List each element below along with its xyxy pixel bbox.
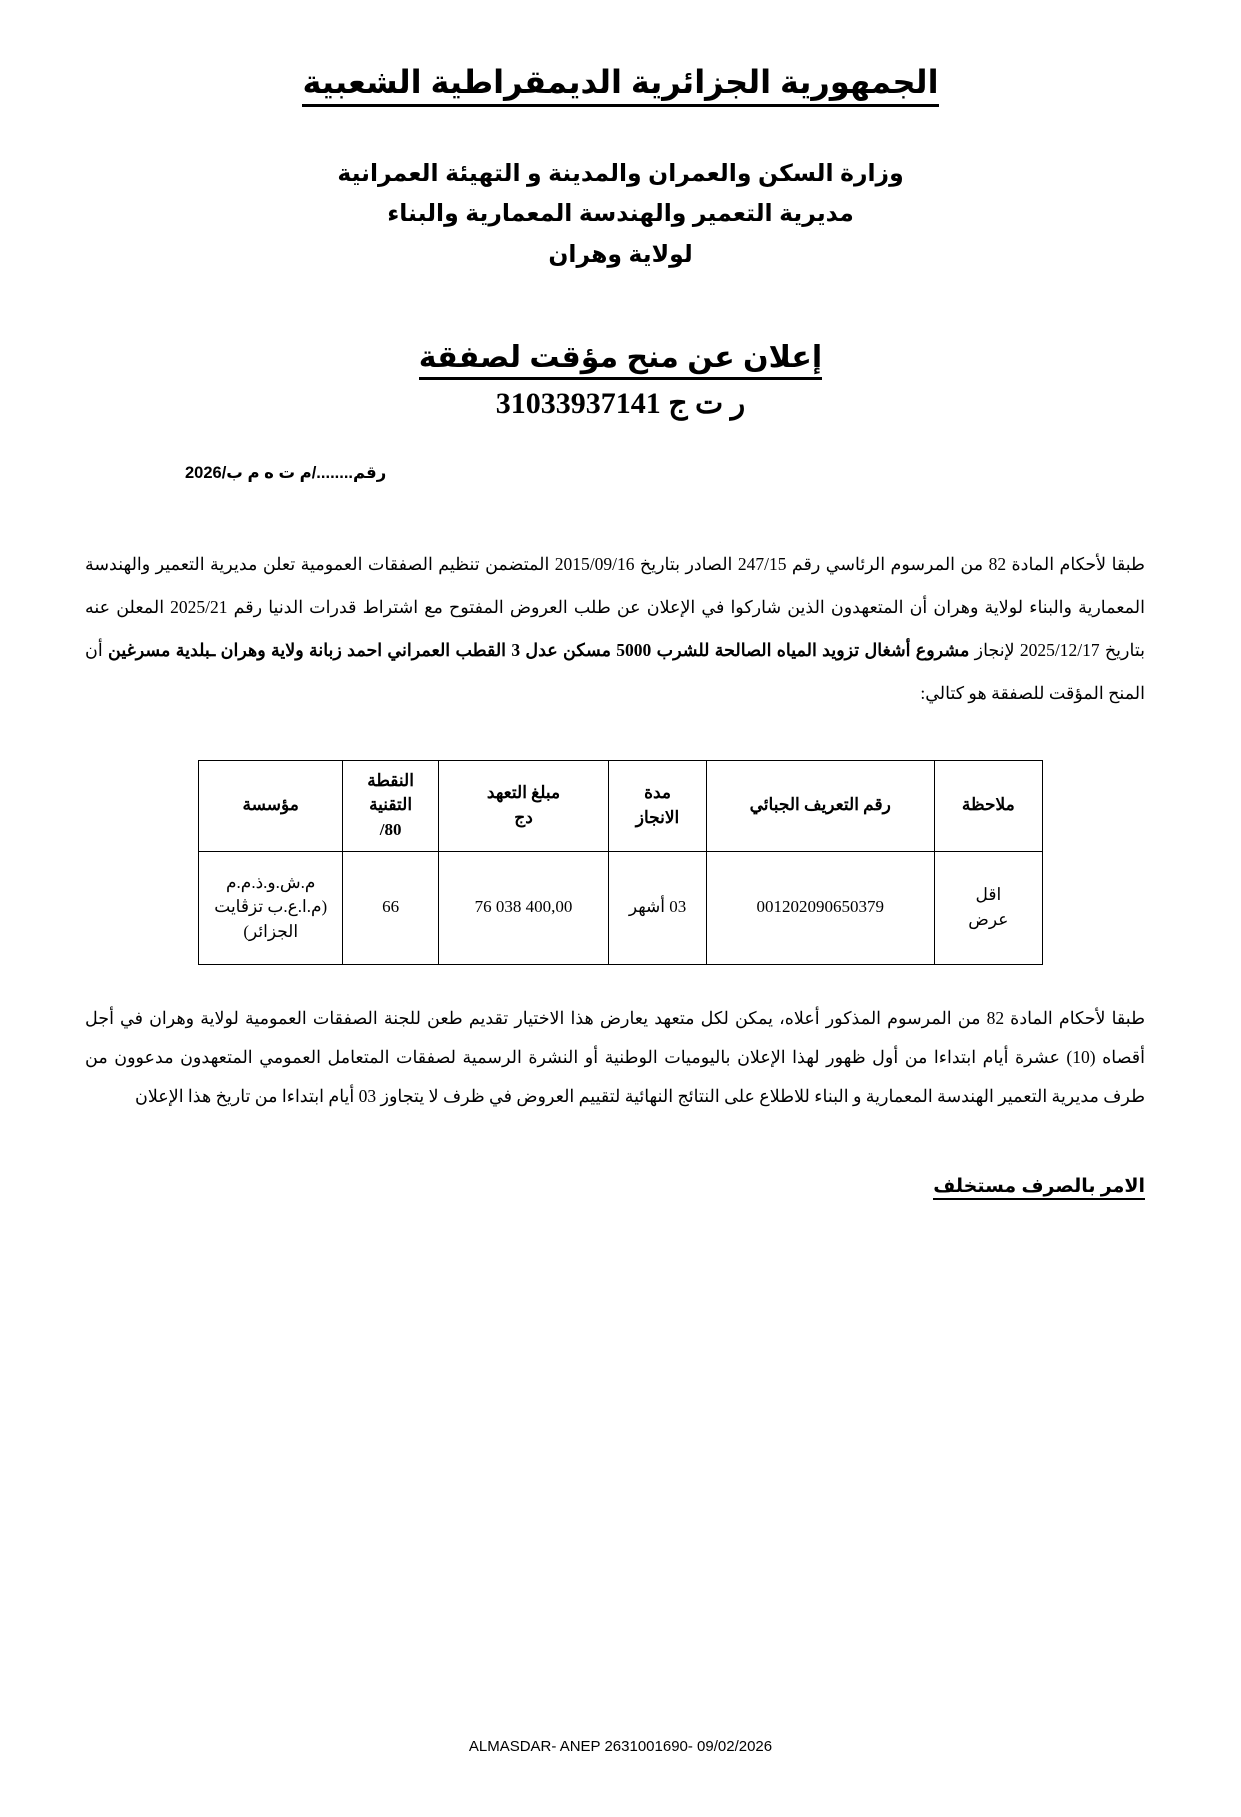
body-paragraph-1 xyxy=(85,543,1145,715)
body-paragraph-block xyxy=(0,543,1241,715)
cell-organization-line-1: م.ش.و.ذ.م.م xyxy=(226,872,316,892)
republic-title: الجمهورية الجزائرية الديمقراطية الشعبية xyxy=(302,62,938,107)
republic-header xyxy=(0,62,1241,107)
footer-text: ALMASDAR- ANEP 2631001690- 09/02/2026 xyxy=(468,1738,773,1755)
header-organization: مؤسسة xyxy=(199,760,343,851)
cell-note-line-1: اقل xyxy=(975,885,1002,905)
header-amount-line-2: دج xyxy=(514,807,533,827)
announcement-reference: ر ت ج 31033937141 xyxy=(495,387,746,421)
award-table xyxy=(198,760,1043,965)
cell-organization xyxy=(199,851,343,964)
document-page xyxy=(0,62,1241,1817)
cell-bid-amount xyxy=(438,851,609,964)
cell-fiscal-id-value: 001202090650379 xyxy=(756,897,884,917)
header-duration-line-2: الانجاز xyxy=(635,807,680,827)
header-fiscal-id: رقم التعريف الجبائي xyxy=(706,760,934,851)
signature-label: الامر بالصرف مستخلف xyxy=(933,1176,1145,1200)
footer xyxy=(0,1738,1241,1755)
announcement-header xyxy=(0,340,1241,421)
table-header-row xyxy=(199,760,1043,851)
cell-note-line-2: عرض xyxy=(968,909,1009,929)
document-number: رقم......../م ت ه م ب/2026 xyxy=(185,464,387,483)
paragraph-text-part-2: أن المنح المؤقت للصفقة هو كتالي: xyxy=(85,639,1145,703)
ministry-line-3: لولاية وهران xyxy=(548,240,693,267)
award-table-body xyxy=(199,851,1043,964)
cell-duration: 03 أشهر xyxy=(609,851,707,964)
award-table-wrap xyxy=(0,760,1241,965)
cell-bid-amount-value: 76 038 400,00 xyxy=(474,897,573,917)
cell-fiscal-id xyxy=(706,851,934,964)
header-score-line-2: التقنية xyxy=(369,795,413,815)
header-technical-score xyxy=(343,760,438,851)
header-duration-line-1: مدة xyxy=(644,783,671,803)
ministry-line-1: وزارة السكن والعمران والمدينة و التهيئة العمرانية xyxy=(337,160,904,186)
cell-organization-line-3: الجزائر) xyxy=(243,922,299,942)
award-table-head xyxy=(199,760,1043,851)
ministry-line-2: مديرية التعمير والهندسة المعمارية والبناء xyxy=(387,200,854,227)
ministry-header xyxy=(0,153,1241,274)
header-duration xyxy=(609,760,707,851)
cell-note xyxy=(934,851,1042,964)
table-row xyxy=(199,851,1043,964)
header-note: ملاحظة xyxy=(934,760,1042,851)
closing-paragraph: طبقا لأحكام المادة 82 من المرسوم المذكور أعلاه، يمكن لكل متعهد يعارض هذا الاختيار تقديم طعن للجنة الصفقات العمومية لولاية وهران في أجل أقصاه (10) عشرة أيام ابتداءا من أول ظهور لهذا الإعلان باليوميات الوطنية أو النشرة الرسمية لصفقات المتعامل العمومي المتعهدون مدعوون من طرف مديرية التعمير الهندسة المعمارية و البناء للاطلاع على النتائج النهائية لتقييم العروض في ظرف لا يتجاوز 03 أيام ابتداءا من تاريخ هذا الإعلان xyxy=(85,1007,1146,1107)
header-amount-line-1: مبلغ التعهد xyxy=(486,783,561,803)
closing-paragraph-block xyxy=(0,999,1241,1117)
cell-technical-score: 66 xyxy=(343,851,438,964)
announcement-title: إعلان عن منح مؤقت لصفقة xyxy=(419,340,822,380)
header-score-line-3: 80/ xyxy=(379,820,402,840)
signature-block xyxy=(0,1175,1241,1198)
header-score-line-1: النقطة xyxy=(367,770,414,790)
header-bid-amount xyxy=(438,760,609,851)
cell-organization-line-2: (م.ا.ع.ب تزڤايت xyxy=(214,897,328,917)
paragraph-project-name: مشروع أشغال تزويد المياه الصالحة للشرب 5000 مسكن عدل 3 القطب العمراني احمد زبانة ولاية وهران ـبلدية مسرغين xyxy=(108,639,970,660)
paragraph-text-part-1: طبقا لأحكام المادة 82 من المرسوم الرئاسي رقم 247/15 الصادر بتاريخ 2015/09/16 المتضمن تنظيم الصفقات العمومية تعلن مديرية التعمير والهندسة المعمارية والبناء لولاية وهران أن المتعهدون الذين شاركوا في الإعلان عن طلب العروض المفتوح مع اشتراط قدرات الدنيا رقم 2025/21 المعلن عنه بتاريخ 2025/12/17 لإنجاز xyxy=(85,554,1145,660)
